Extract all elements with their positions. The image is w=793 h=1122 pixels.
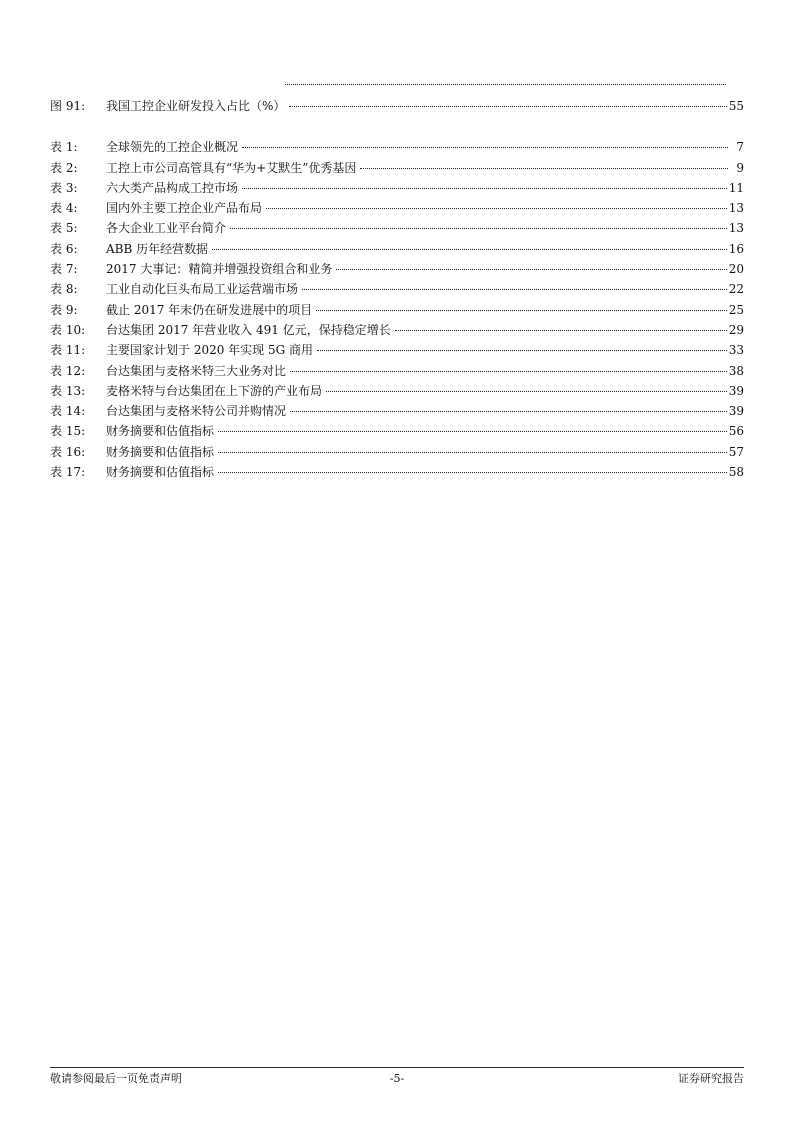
- page-footer: [50, 1070, 744, 1088]
- toc-label: 表 17:: [50, 465, 86, 480]
- toc-label: 表 11:: [50, 343, 86, 358]
- toc-title: 财务摘要和估值指标: [106, 424, 215, 439]
- toc-title: 台达集团与麦格米特公司并购情况: [106, 404, 287, 419]
- toc-label: 表 13:: [50, 383, 86, 398]
- toc-page-number: 7: [736, 140, 744, 155]
- toc-label: 图 91:: [50, 99, 86, 113]
- toc-page-number: 11: [728, 180, 744, 195]
- report-type: 证券研究报告: [678, 1072, 744, 1085]
- dot-leader: [302, 289, 727, 290]
- dot-leader: [326, 391, 727, 392]
- toc-label: 表 14:: [50, 404, 86, 419]
- toc-entry-table-6[interactable]: [50, 239, 744, 259]
- toc-label: 表 9:: [50, 302, 78, 317]
- toc-page-number: 9: [736, 160, 744, 175]
- dot-leader: [317, 350, 727, 351]
- toc-entry-table-13[interactable]: [50, 381, 744, 401]
- toc-title: 各大企业工业平台简介: [106, 221, 227, 236]
- dot-leader: [242, 188, 727, 189]
- footer-divider: [50, 1067, 744, 1068]
- toc-page-number: 39: [728, 404, 744, 419]
- toc-entry-table-7[interactable]: [50, 259, 744, 279]
- dot-leader: [212, 249, 727, 250]
- toc-page-number: 38: [728, 363, 744, 378]
- toc-page-number: 58: [728, 465, 744, 480]
- toc-label: 表 2:: [50, 160, 78, 175]
- toc-label: 表 16:: [50, 444, 86, 459]
- toc-title: 工业自动化巨头布局工业运营端市场: [106, 282, 299, 297]
- toc-title: 台达集团与麦格米特三大业务对比: [106, 363, 287, 378]
- toc-title: 全球领先的工控企业概况: [106, 140, 239, 155]
- toc-page-number: 13: [728, 221, 744, 236]
- toc-page-number: 13: [728, 201, 744, 216]
- toc-entry-figure-91[interactable]: [50, 96, 744, 116]
- toc-label: 表 15:: [50, 424, 86, 439]
- toc-label: 表 8:: [50, 282, 78, 297]
- toc-page-number: 55: [728, 99, 744, 113]
- dot-leader: [360, 168, 728, 169]
- toc-page-number: 25: [728, 302, 744, 317]
- toc-page-number: 16: [728, 241, 744, 256]
- dot-leader: [242, 147, 728, 148]
- toc-entry-table-4[interactable]: [50, 198, 744, 218]
- toc-entry-table-17[interactable]: [50, 462, 744, 482]
- dot-leader: [336, 269, 726, 270]
- toc-entry-table-5[interactable]: [50, 218, 744, 238]
- toc-entry-table-9[interactable]: [50, 300, 744, 320]
- dot-leader: [316, 310, 727, 311]
- toc-label: 表 3:: [50, 180, 78, 195]
- dot-leader: [290, 411, 727, 412]
- dot-leader: [230, 228, 727, 229]
- dot-leader: [218, 452, 727, 453]
- toc-title: 我国工控企业研发投入占比（%）: [106, 99, 286, 113]
- toc-label: 表 7:: [50, 262, 78, 277]
- toc-entry-table-1[interactable]: [50, 137, 744, 157]
- dot-leader: [266, 208, 727, 209]
- toc-entry-table-10[interactable]: [50, 320, 744, 340]
- toc-title: 国内外主要工控企业产品布局: [106, 201, 263, 216]
- page-number: -5-: [389, 1072, 405, 1085]
- toc-label: 表 4:: [50, 201, 78, 216]
- toc-page-number: 56: [728, 424, 744, 439]
- toc-label: 表 1:: [50, 140, 78, 155]
- toc-label: 表 6:: [50, 241, 78, 256]
- dot-leader: [218, 431, 727, 432]
- toc-entry-table-8[interactable]: [50, 279, 744, 299]
- dot-leader: [395, 330, 727, 331]
- table-of-contents: [50, 96, 744, 482]
- toc-entry-table-16[interactable]: [50, 442, 744, 462]
- toc-title: 财务摘要和估值指标: [106, 444, 215, 459]
- toc-entry-table-3[interactable]: [50, 178, 744, 198]
- toc-title: 麦格米特与台达集团在上下游的产业布局: [106, 383, 323, 398]
- toc-entry-table-14[interactable]: [50, 401, 744, 421]
- toc-entry-table-2[interactable]: [50, 158, 744, 178]
- toc-page-number: 33: [728, 343, 744, 358]
- toc-label: 表 10:: [50, 322, 86, 337]
- toc-title: 财务摘要和估值指标: [106, 465, 215, 480]
- toc-page-number: 22: [728, 282, 744, 297]
- dot-leader: [218, 472, 727, 473]
- toc-title: 截止 2017 年末仍在研发进展中的项目: [106, 302, 313, 317]
- toc-page-number: 57: [728, 444, 744, 459]
- dot-leader-continuation: [285, 82, 726, 85]
- toc-title: 六大类产品构成工控市场: [106, 180, 239, 195]
- toc-title: ABB 历年经营数据: [106, 241, 209, 256]
- toc-entry-table-15[interactable]: [50, 421, 744, 441]
- toc-entry-table-12[interactable]: [50, 361, 744, 381]
- toc-label: 表 12:: [50, 363, 86, 378]
- disclaimer-note: 敬请参阅最后一页免责声明: [50, 1072, 182, 1085]
- toc-title: 2017 大事记：精简并增强投资组合和业务: [106, 262, 333, 277]
- dot-leader: [289, 106, 726, 107]
- toc-page-number: 39: [728, 383, 744, 398]
- toc-title: 工控上市公司高管具有“华为+艾默生”优秀基因: [106, 160, 357, 175]
- dot-leader: [290, 371, 727, 372]
- toc-entry-table-11[interactable]: [50, 340, 744, 360]
- toc-page-number: 29: [728, 322, 744, 337]
- toc-page-number: 20: [728, 262, 744, 277]
- toc-title: 主要国家计划于 2020 年实现 5G 商用: [106, 343, 314, 358]
- toc-label: 表 5:: [50, 221, 78, 236]
- toc-title: 台达集团 2017 年营业收入 491 亿元，保持稳定增长: [106, 322, 391, 337]
